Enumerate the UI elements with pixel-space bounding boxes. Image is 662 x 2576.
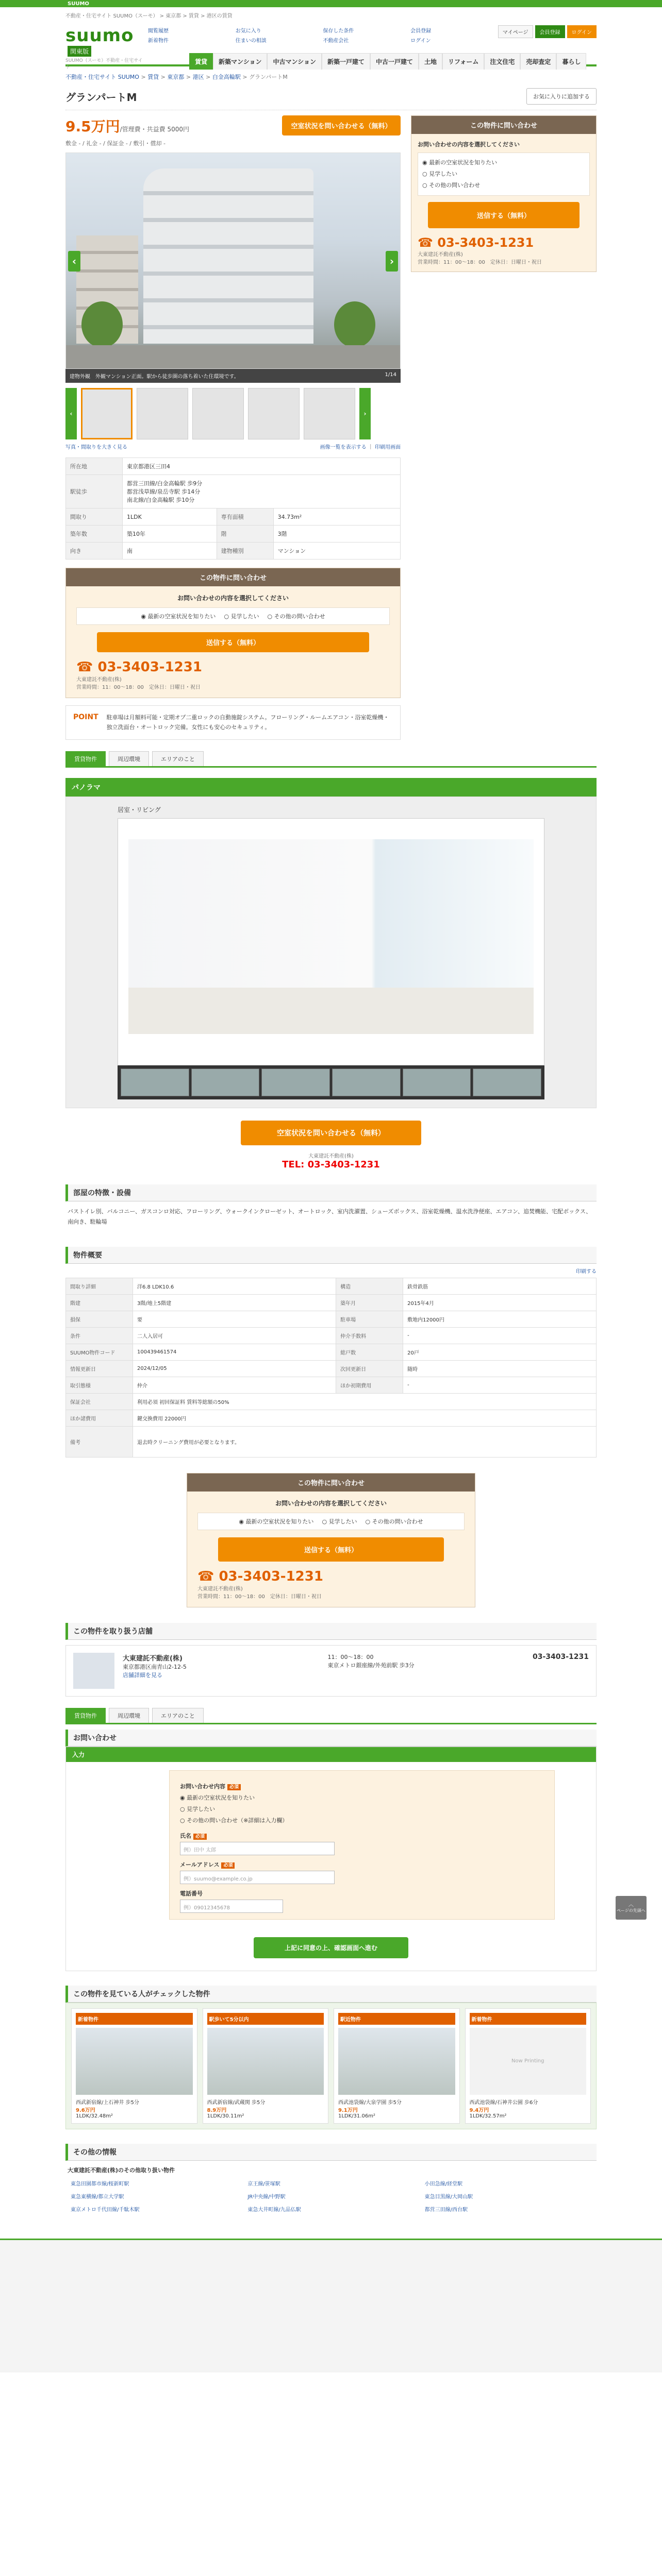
price-detail: 敷金 - / 礼金 - / 保証金 - / 敷引・償却 - [65,140,166,147]
login-button[interactable]: ログイン [567,25,597,38]
main-photo[interactable] [65,152,401,369]
other-link[interactable]: 東京メトロ千代田線/千駄木駅 [71,2207,140,2213]
outline-label: 総戸数 [336,1344,403,1360]
section-tabs [65,751,597,768]
spec-label: 階 [217,526,273,543]
tab-rental[interactable]: 賃貸物件 [65,751,106,766]
mid-phone-number: ☎ 03-3403-1231 [197,1568,323,1584]
other-link[interactable]: 都営三田線/西台駅 [424,2207,468,2213]
other-link[interactable]: 小田急線/経堂駅 [424,2181,463,2187]
rec-badge: 新着物件 [76,2013,193,2025]
spec-value: 南 [123,543,217,560]
chevron-up-icon: ︿ [628,1902,634,1908]
inquiry-heading: この物件に問い合わせ [66,568,400,586]
outline-label: 構造 [336,1278,403,1294]
photo-counter: 1/14 [385,372,396,378]
ground [66,345,400,368]
panorama-thumb[interactable] [403,1069,471,1096]
header-buttons [498,22,597,38]
panorama-tel: TEL: 03-3403-1231 [282,1159,380,1171]
register-button[interactable]: 会員登録 [535,25,565,38]
panorama-company: 大東建託不動産(株) [308,1154,354,1160]
panorama-heading: パノラマ [65,778,597,796]
gnav-item[interactable]: 土地 [419,53,442,70]
outline-label: 情報更新日 [66,1360,133,1377]
shop-hours: 11：00〜18：00 [327,1653,374,1660]
header-link[interactable]: 保存した条件 [323,28,354,34]
mypage-button[interactable]: マイページ [498,25,533,38]
side-hours: 営業時間：11：00〜18：00 定休日：日曜日・祝日 [418,260,542,265]
thumb-next-icon[interactable]: › [359,388,371,439]
rec-price: 9.6万円 [76,2107,95,2113]
outline-label: 備考 [66,1426,133,1457]
tel-input[interactable]: 例）09012345678 [180,1900,283,1913]
logo-text: suumo [65,25,134,46]
option-radio[interactable]: ○ その他の問い合わせ [422,182,481,189]
shop-box [65,1645,597,1697]
spec-value: 3階 [273,526,400,543]
rec-price: 9.1万円 [338,2107,358,2113]
recommend-card[interactable] [465,2008,591,2124]
thumbnail[interactable] [248,388,300,439]
outline-label: 間取り詳細 [66,1278,133,1294]
inquiry-question: お問い合わせの内容を選択してください [177,595,289,602]
other-links [65,2174,597,2218]
panorama-room-label: 居室・リビング [118,806,161,814]
other-link[interactable]: 京王線/笹塚駅 [247,2181,280,2187]
outline-value: 仲介 [133,1377,336,1393]
email-input[interactable]: 例）suumo@example.co.jp [180,1871,335,1884]
rec-layout: 1LDK/32.57m² [469,2113,507,2119]
send-button[interactable]: 送信する（無料） [97,632,369,652]
side-company-name: 大東建託不動産(株) [418,252,463,258]
thumb-links: 写真・間取りを大きく見る 画像一覧を表示する ｜ 印刷用画面 [65,443,401,450]
topbar [0,0,662,7]
tab-surroundings[interactable]: 周辺環境 [109,751,149,766]
outline-value: 二人入居可 [133,1327,336,1344]
rec-name: 西武池袋線/石神井公園 歩6分 [469,2099,538,2106]
logo-tagline: SUUMO（スーモ）不動産・住宅サイト [65,58,143,70]
outline-label: 仲介手数料 [336,1327,403,1344]
thumbnail[interactable] [192,388,244,439]
phone-icon: ☎ [197,1568,214,1584]
room-floor [128,988,534,1034]
tab-rental[interactable]: 賃貸物件 [65,1708,106,1723]
outline-label: 階建 [66,1294,133,1311]
side-inquiry-heading: この物件に問い合わせ [411,116,596,134]
header-link[interactable]: 新着物件 [148,38,169,44]
outline-value: 要 [133,1311,336,1327]
spec-label: 建物種別 [217,543,273,560]
option-radio[interactable]: ○ 見学したい [422,171,458,177]
photo-caption-text: 建物外観 外観マンション正面。駅から徒歩圏の落ち着いた住環境です。 [70,374,239,380]
spec-label: 駅徒歩 [66,475,123,509]
mid-options [197,1513,465,1530]
shop-tel: 03-3403-1231 [532,1652,589,1661]
form-block [169,1770,555,1920]
tab-area[interactable]: エリアのこと [152,1708,204,1723]
spec-label: 向き [66,543,123,560]
spec-value: 34.73m² [273,509,400,526]
required-badge: 必須 [221,1862,235,1869]
shop-access: 東京メトロ銀座線/外苑前駅 歩3分 [327,1662,415,1669]
outline-value: 3階/地上5階建 [133,1294,336,1311]
panorama-thumb[interactable] [191,1069,260,1096]
photo-caption [65,369,401,383]
gnav-chintai[interactable]: 賃貸 [189,53,213,70]
thumbnail[interactable] [137,388,188,439]
thumbnail[interactable] [304,388,355,439]
favorite-button[interactable]: お気に入りに追加する [526,88,597,105]
rec-name: 西武新宿線/上石神井 歩5分 [76,2099,139,2106]
spec-value: 都営三田線/白金高輪駅 歩9分 都営浅草線/泉岳寺駅 歩14分 南北線/白金高輪駅 歩10分 [123,475,401,509]
breadcrumb-link[interactable]: 白金高輪駅 [212,74,241,80]
option-radio[interactable]: ◉ 最新の空室状況を知りたい [422,159,498,166]
left-column [65,115,401,740]
outline-value: 退去時クリーニング費用が必要となります。 [133,1426,597,1457]
print-link[interactable]: 印刷用画面 [375,445,401,450]
outline-value: 20戸 [403,1344,597,1360]
side-phone-number: ☎ 03-3403-1231 [418,235,534,250]
panorama-thumb[interactable] [261,1069,330,1096]
form-options [180,1792,544,1826]
header-link[interactable]: 閲覧履歴 [148,28,169,34]
features-text: バストイレ別、バルコニー、ガスコンロ対応、フローリング、ウォークインクローゼット、オートロック、室内洗濯置、シューズボックス、浴室乾燥機、温水洗浄便座、エアコン、追焚機能、宅配ボックス、南向き、駐輪場 [68,1208,592,1226]
other-link[interactable]: 東急大井町線/九品仏駅 [247,2207,301,2213]
spec-label: 築年数 [66,526,123,543]
panorama-viewer [65,796,597,1108]
mid-company-name: 大東建託不動産(株) [197,1586,243,1592]
outline-label: 取引態様 [66,1377,133,1393]
rec-price: 9.4万円 [469,2107,489,2113]
mid-inquiry-box [187,1473,475,1607]
rec-badge: 新着物件 [470,2013,587,2025]
page-top-button[interactable]: ︿ ページの先頭へ [616,1896,647,1920]
thumbnail-strip [65,388,401,439]
recommend-card[interactable] [334,2008,460,2124]
outline-label: ほか諸費用 [66,1410,133,1426]
outline-label: SUUMO物件コード [66,1344,133,1360]
outline-value: - [403,1327,597,1344]
name-input[interactable]: 例）田中 太郎 [180,1842,335,1855]
page-title: グランパートM [65,91,137,104]
name-label: 氏名 [180,1832,191,1839]
outline-value: - [403,1377,597,1393]
side-options [418,152,590,196]
panorama-thumb[interactable] [473,1069,541,1096]
rec-badge: 駅歩いて5分以内 [207,2013,324,2025]
outline-value: 随時 [403,1360,597,1377]
other-heading: その他の情報 [65,2144,597,2161]
form-radio[interactable]: ○ 見学したい [180,1805,216,1812]
company-name: 大東建託不動産(株) [76,677,122,683]
mid-send-button[interactable]: 送信する（無料） [218,1537,444,1562]
outline-label: 次回更新日 [336,1360,403,1377]
tab-area[interactable]: エリアのこと [152,751,204,766]
confirm-button[interactable]: 上記に同意の上、確認画面へ進む [254,1937,408,1958]
panorama-cta-button[interactable]: 空室状況を問い合わせる（無料） [241,1121,421,1145]
option-radio[interactable]: ○ 見学したい [322,1518,357,1525]
panorama-thumbs [118,1065,544,1099]
tree [334,301,375,348]
header-links [143,22,498,44]
mid-hours: 営業時間：11：00〜18：00 定休日：日曜日・祝日 [197,1594,322,1600]
other-subheading: 大東建託不動産(株)のその他取り扱い物件 [68,2166,175,2174]
point-label: POINT [73,713,98,721]
header-link[interactable]: 不動産会社 [323,38,349,44]
phone-number: ☎ 03-3403-1231 [76,659,202,675]
outline-label: 築年月 [336,1294,403,1311]
features-heading: 部屋の特徴・設備 [65,1184,597,1201]
phone-icon: ☎ [418,235,433,250]
outline-label: 保証会社 [66,1393,133,1410]
gnav-item[interactable]: リフォーム [442,53,484,70]
option-radio[interactable]: ○ その他の問い合わせ [267,613,325,620]
vacancy-inquiry-button[interactable]: 空室状況を問い合わせる（無料） [282,115,401,135]
outline-value: 敷地内12000円 [403,1311,597,1327]
breadcrumb-link[interactable]: 港区 [192,74,204,80]
rec-price: 8.9万円 [207,2107,227,2113]
rec-layout: 1LDK/31.06m² [338,2113,375,2119]
title-bar [65,86,597,110]
outline-label: 駐車場 [336,1311,403,1327]
required-badge: 必須 [193,1834,207,1840]
panorama-image[interactable] [118,818,544,1065]
spec-table [65,457,401,560]
option-radio[interactable]: ○ 見学したい [224,613,259,620]
rec-name: 西武新宿線/武蔵関 歩5分 [207,2099,266,2106]
other-link[interactable]: 東急東横線/都立大学駅 [71,2194,124,2200]
outline-value: 洋6.8 LDK10.6 [133,1278,336,1294]
form-step: 入力 [66,1747,596,1762]
topbar-logo: SUUMO [68,1,89,7]
recommend-heading: この物件を見ている人がチェックした物件 [65,1986,597,2003]
photo-next-icon[interactable]: › [386,251,398,272]
rec-badge: 駅近物件 [338,2013,455,2025]
required-badge: 必須 [227,1784,241,1790]
gnav-item[interactable]: 中古一戸建て [370,53,419,70]
outline-value: 鍵交換費用 22000円 [133,1410,597,1426]
panorama-thumb[interactable] [121,1069,189,1096]
inquiry-box [65,568,401,698]
q1-label: お問い合わせ内容 [180,1783,225,1790]
business-hours: 営業時間：11：00〜18：00 定休日：日曜日・祝日 [76,685,201,690]
main-area [65,115,597,740]
tab-surroundings[interactable]: 周辺環境 [109,1708,149,1723]
header-link[interactable]: ログイン [410,38,431,44]
breadcrumb-top: 不動産・住宅サイト SUUMO（スーモ） > 東京都 > 賃貸 > 港区の賃貸 [65,13,233,19]
tree [81,301,123,348]
rec-layout: 1LDK/30.11m² [207,2113,244,2119]
outline-print-link[interactable]: 印刷する [576,1268,597,1275]
site-header [65,22,597,70]
other-link[interactable]: 東急田園都市線/桜新町駅 [71,2181,129,2187]
header-link[interactable]: 会員登録 [410,28,432,34]
gnav-item[interactable]: 注文住宅 [484,53,520,70]
thumb-prev-icon[interactable]: ‹ [65,388,77,439]
thumbnail[interactable] [81,388,133,439]
recommend-card[interactable] [71,2008,197,2124]
panorama-thumb[interactable] [332,1069,401,1096]
gnav-item[interactable]: 暮らし [556,53,586,70]
breadcrumb-link[interactable]: 東京都 [167,74,185,80]
outline-heading: 物件概要 [65,1247,597,1264]
other-link[interactable]: JR中央線/中野駅 [247,2194,286,2200]
building-image [143,168,313,344]
outline-value: 鉄骨鉄筋 [403,1278,597,1294]
shop-heading: この物件を取り扱う店舗 [65,1623,597,1640]
breadcrumb-link[interactable]: 賃貸 [147,74,159,80]
inquiry-form [65,1747,597,1971]
rec-image [76,2028,193,2095]
phone-icon: ☎ [76,659,93,675]
breadcrumb: 不動産・住宅サイト SUUMO > 賃貸 > 東京都 > 港区 > 白金高輪駅 > グランパートM [65,74,288,80]
outline-label: 損保 [66,1311,133,1327]
area-badge: 関東版 [68,46,91,57]
gnav-item[interactable]: 新築一戸建て [322,53,370,70]
spec-value: 1LDK [123,509,217,526]
header-link[interactable]: 住まいの相談 [235,38,267,44]
rec-image [338,2028,455,2095]
rec-image [207,2028,324,2095]
shop-name: 大東建託不動産(株) [123,1654,183,1663]
side-inquiry-question: お問い合わせの内容を選択してください [418,141,520,148]
spec-value: 築10年 [123,526,217,543]
mid-inquiry-question: お問い合わせの内容を選択してください [275,1499,387,1507]
spec-value: 東京都港区三田4 [123,458,401,475]
spec-label: 専有面積 [217,509,273,526]
shop-address: 東京都港区南青山2-12-5 [123,1663,187,1670]
gnav-item[interactable]: 売却査定 [520,53,556,70]
outline-label: ほか初期費用 [336,1377,403,1393]
outline-value: 2024/12/05 [133,1360,336,1377]
right-column [411,115,597,740]
spec-label: 間取り [66,509,123,526]
rec-name: 西武池袋線/大泉学園 歩5分 [338,2099,402,2106]
enlarge-link[interactable]: 写真・間取りを大きく見る [65,445,127,450]
outline-value: 2015年4月 [403,1294,597,1311]
gallery-link[interactable]: 画像一覧を表示する [320,445,367,450]
point-box [65,705,401,740]
outline-value: 100439461574 [133,1344,336,1360]
section-tabs-2 [65,1708,597,1724]
header-link[interactable]: お気に入り [235,28,261,34]
side-send-button[interactable]: 送信する（無料） [428,202,580,228]
mid-inquiry-heading: この物件に問い合わせ [187,1473,475,1492]
form-radio[interactable]: ◉ 最新の空室状況を知りたい [180,1794,255,1801]
gnav-item[interactable]: 中古マンション [267,53,321,70]
spec-label: 所在地 [66,458,123,475]
other-link[interactable]: 東急目黒線/大岡山駅 [424,2194,473,2200]
form-heading: お問い合わせ [65,1730,597,1747]
shop-image [73,1653,114,1689]
breadcrumb-current: グランパートM [249,74,288,80]
breadcrumb-link[interactable]: 不動産・住宅サイト SUUMO [65,74,139,80]
photo-prev-icon[interactable]: ‹ [68,251,80,272]
gnav-item[interactable]: 新築マンション [213,53,267,70]
footer [0,2239,662,2372]
rec-layout: 1LDK/32.48m² [76,2113,113,2119]
option-radio[interactable]: ◉ 最新の空室状況を知りたい [141,613,216,620]
recommend-list [65,2003,597,2129]
recommend-card[interactable] [203,2008,329,2124]
inquiry-options [76,607,390,625]
logo[interactable] [65,22,143,70]
form-radio[interactable]: ○ その他の問い合わせ（※詳細は入力欄） [180,1817,288,1824]
tel-label: 電話番号 [180,1890,203,1897]
option-radio[interactable]: ◉ 最新の空室状況を知りたい [239,1518,314,1525]
outline-label: 条件 [66,1327,133,1344]
rec-now-printing: Now Printing [470,2028,587,2095]
spec-value: マンション [273,543,400,560]
point-text: 駐車場は月額料可能・定期オプ二重ロックの自動施錠システム。フローリング・ルームエアコン・浴室乾燥機・独立洗面台・オートロック完備。女性にも安心のセキュリティ。 [106,714,389,731]
rent-price: 9.5万円/管理費・共益費 5000円 [65,118,190,135]
outline-table [65,1278,597,1458]
option-radio[interactable]: ○ その他の問い合わせ [365,1518,423,1525]
shop-detail-link[interactable]: 店舗詳細を見る [123,1671,162,1679]
email-label: メールアドレス [180,1861,220,1868]
outline-value: 利用必須 初回保証料 賃料等総額の50% [133,1393,597,1410]
price-sub: /管理費・共益費 5000円 [120,126,190,133]
global-nav [189,53,586,70]
side-inquiry-box [411,115,597,272]
